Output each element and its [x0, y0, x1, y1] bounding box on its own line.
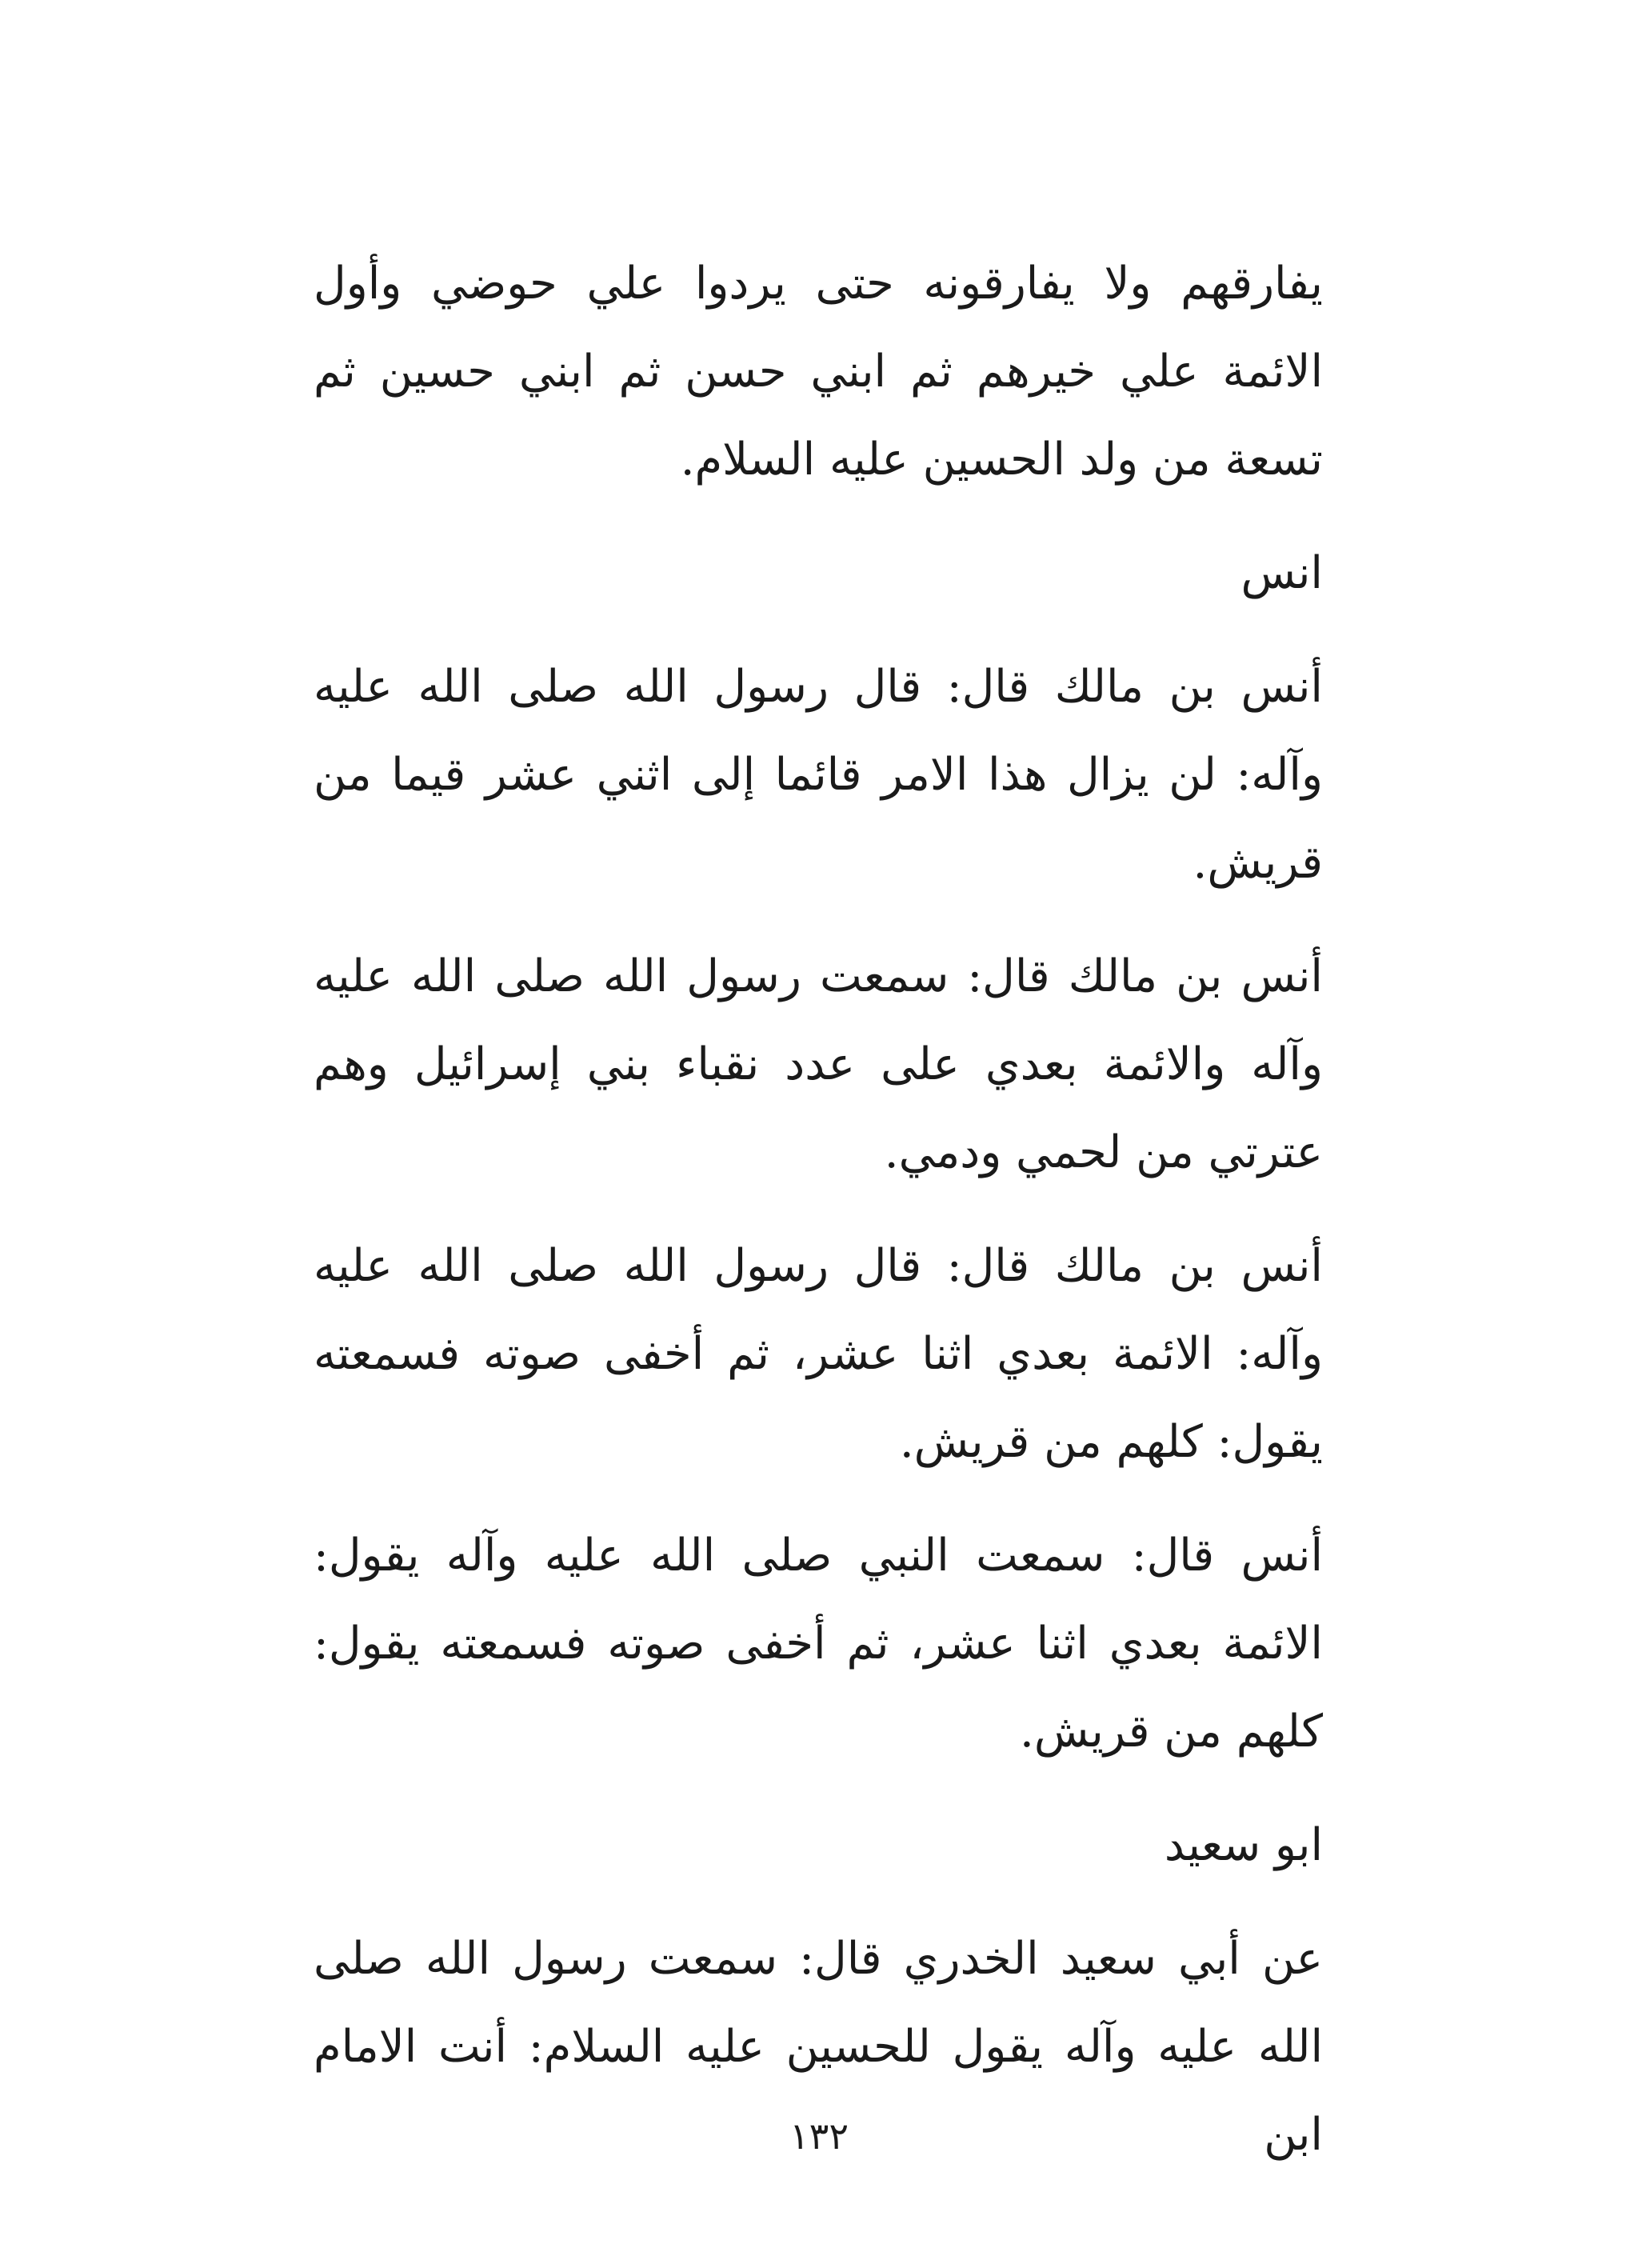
page-number: ١٣٢	[789, 2114, 849, 2158]
hadith-paragraph: أنس قال: سمعت النبي صلى الله عليه وآله يقول: الائمة بعدي اثنا عشر، ثم أخفى صوته فسمعته يقول: كلهم من قريش.	[314, 1530, 1323, 1758]
hadith-paragraph: أنس بن مالك قال: قال رسول الله صلى الله عليه وآله: لن يزال هذا الامر قائما إلى اثني عشر قيما من قريش.	[314, 661, 1323, 889]
hadith-paragraph: عن أبي سعيد الخدري قال: سمعت رسول الله صلى الله عليه وآله يقول للحسين عليه السلام: أنت الامام ابن	[314, 1933, 1323, 2161]
page-body	[314, 240, 1323, 2205]
paragraph-continued: يفارقهم ولا يفارقونه حتى يردوا علي حوضي وأول الائمة علي خيرهم ثم ابني حسن ثم ابني حسين ثم تسعة من ولد الحسين عليه السلام.	[314, 258, 1323, 486]
hadith-paragraph: أنس بن مالك قال: قال رسول الله صلى الله عليه وآله: الائمة بعدي اثنا عشر، ثم أخفى صوته فسمعته يقول: كلهم من قريش.	[314, 1240, 1323, 1468]
hadith-paragraph: أنس بن مالك قال: سمعت رسول الله صلى الله عليه وآله والائمة بعدي على عدد نقباء بني إسرائيل وهم عترتي من لحمي ودمي.	[314, 950, 1323, 1178]
section-heading-abu-said: ابو سعيد	[1164, 1819, 1323, 1871]
section-heading-anas: انس	[1240, 547, 1323, 599]
